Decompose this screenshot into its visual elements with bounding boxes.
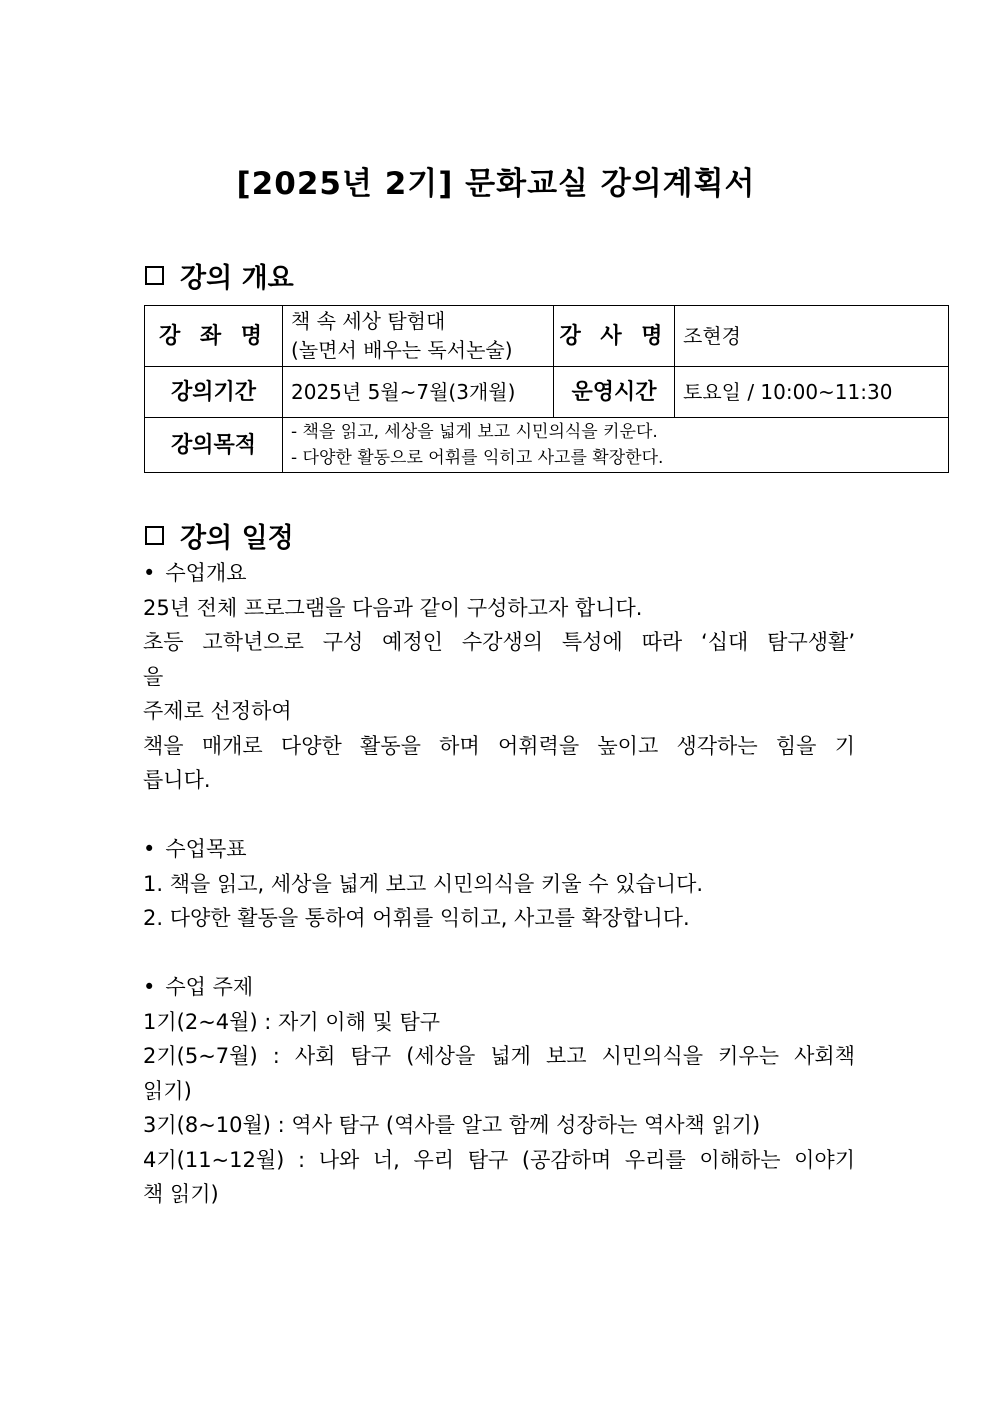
checkbox-square-icon bbox=[145, 266, 164, 285]
table-row bbox=[145, 367, 949, 418]
schedule-body bbox=[143, 556, 855, 1212]
purpose-line: - 다양한 활동으로 어휘를 익히고 사고를 확장한다. bbox=[291, 448, 664, 468]
table-row bbox=[145, 306, 949, 367]
period-label: 강의기간 bbox=[145, 367, 283, 418]
bullet-icon: • bbox=[143, 975, 156, 999]
topic-line: 읽기) bbox=[143, 1078, 192, 1103]
purpose-cell bbox=[283, 418, 949, 473]
section-heading-overview bbox=[145, 256, 294, 295]
section-heading-text: 강의 일정 bbox=[180, 523, 294, 554]
overview-line: 릅니다. bbox=[143, 768, 211, 792]
time-value: 토요일 / 10:00~11:30 bbox=[675, 367, 949, 418]
time-label: 운영시간 bbox=[554, 367, 675, 418]
bullet-icon: • bbox=[143, 561, 156, 585]
section-heading-text: 강의 개요 bbox=[180, 263, 294, 294]
course-label: 강 좌 명 bbox=[145, 306, 283, 367]
subsection-heading-text: 수업목표 bbox=[165, 837, 247, 861]
course-name: 책 속 세상 탐험대 bbox=[291, 309, 446, 333]
overview-line: 책을 매개로 다양한 활동을 하며 어휘력을 높이고 생각하는 힘을 기 bbox=[143, 733, 855, 758]
purpose-line: - 책을 읽고, 세상을 넓게 보고 시민의식을 키운다. bbox=[291, 422, 658, 442]
overview-line: 주제로 선정하여 bbox=[143, 699, 292, 723]
goal-line: 1. 책을 읽고, 세상을 넓게 보고 시민의식을 키울 수 있습니다. bbox=[143, 871, 704, 896]
instructor-name: 조현경 bbox=[675, 306, 949, 367]
checkbox-square-icon bbox=[145, 526, 164, 545]
period-value: 2025년 5월~7월(3개월) bbox=[283, 367, 554, 418]
section-heading-schedule bbox=[145, 516, 294, 555]
page-title: [2025년 2기] 문화교실 강의계획서 bbox=[236, 166, 756, 202]
bullet-icon: • bbox=[143, 837, 156, 861]
overview-table bbox=[144, 305, 949, 473]
overview-line: 초등 고학년으로 구성 예정인 수강생의 특성에 따라 ‘십대 탐구생활’ bbox=[143, 630, 855, 654]
course-subtitle: (놀면서 배우는 독서논술) bbox=[291, 338, 513, 362]
topic-line: 4기(11~12월) : 나와 너, 우리 탐구 (공감하며 우리를 이해하는 이야기 bbox=[143, 1147, 855, 1172]
subsection-heading bbox=[143, 970, 855, 1005]
goal-line: 2. 다양한 활동을 통하여 어휘를 익히고, 사고를 확장합니다. bbox=[143, 906, 690, 930]
overview-line: 을 bbox=[143, 664, 164, 689]
overview-line: 25년 전체 프로그램을 다음과 같이 구성하고자 합니다. bbox=[143, 595, 643, 620]
subsection-heading bbox=[143, 832, 855, 867]
topic-line: 책 읽기) bbox=[143, 1182, 219, 1206]
course-name-cell bbox=[283, 306, 554, 367]
topic-line: 3기(8~10월) : 역사 탐구 (역사를 알고 함께 성장하는 역사책 읽기) bbox=[143, 1113, 761, 1137]
topic-line: 2기(5~7월) : 사회 탐구 (세상을 넓게 보고 시민의식을 키우는 사회책 bbox=[143, 1044, 855, 1068]
subsection-heading-text: 수업 주제 bbox=[165, 975, 254, 999]
subsection-heading bbox=[143, 556, 855, 591]
purpose-label: 강의목적 bbox=[145, 418, 283, 473]
table-row bbox=[145, 418, 949, 473]
subsection-heading-text: 수업개요 bbox=[165, 561, 247, 585]
instructor-label: 강 사 명 bbox=[554, 306, 675, 367]
topic-line: 1기(2~4월) : 자기 이해 및 탐구 bbox=[143, 1009, 441, 1034]
